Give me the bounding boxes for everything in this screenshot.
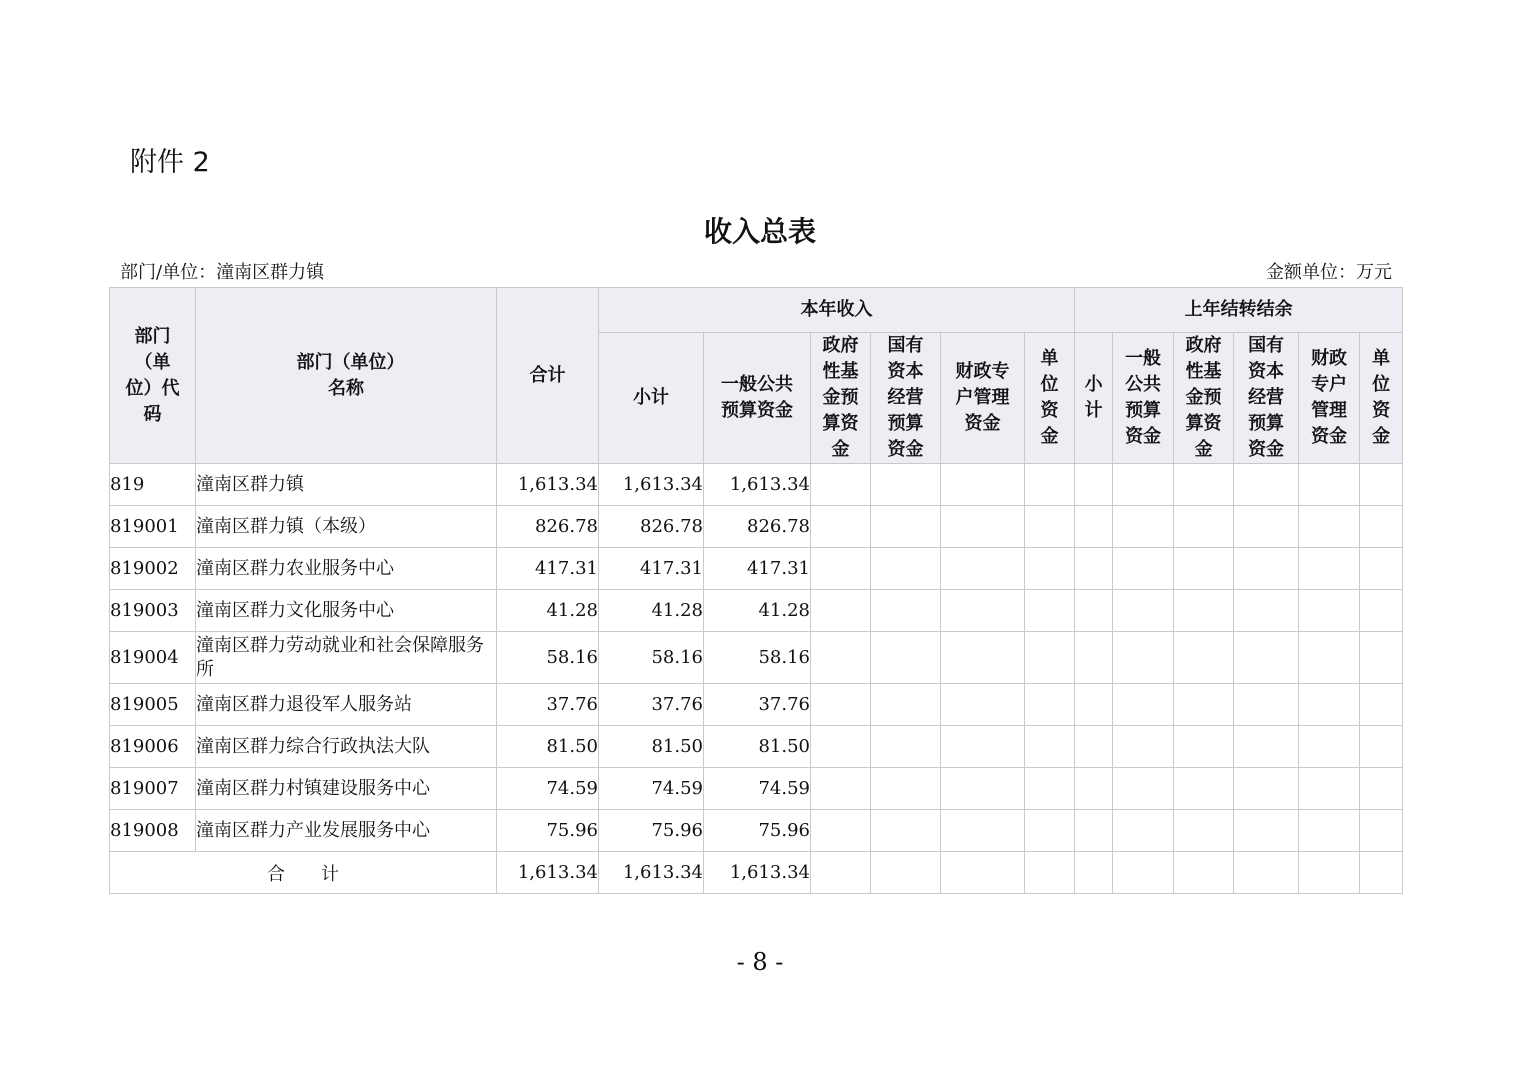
row-general: 826.78: [704, 506, 811, 548]
row-total: 75.96: [497, 810, 599, 852]
row-total: 74.59: [497, 768, 599, 810]
header-dept-name: 部门（单位）名称: [196, 288, 497, 464]
row-code: 819006: [110, 726, 196, 768]
header-cur-unit-fund: 单位资金: [1025, 333, 1075, 464]
row-subtotal: 1,613.34: [599, 464, 704, 506]
total-row-total: 1,613.34: [497, 852, 599, 894]
total-row-general: 1,613.34: [704, 852, 811, 894]
table-row: [110, 632, 1403, 684]
row-subtotal: 826.78: [599, 506, 704, 548]
row-general: 74.59: [704, 768, 811, 810]
table-row: [110, 548, 1403, 590]
row-name: 潼南区群力产业发展服务中心: [196, 810, 497, 852]
header-cur-fiscal-account: 财政专户管理资金: [941, 333, 1025, 464]
row-general: 81.50: [704, 726, 811, 768]
row-name: 潼南区群力文化服务中心: [196, 590, 497, 632]
total-row: [110, 852, 1403, 894]
row-code: 819002: [110, 548, 196, 590]
table-row: [110, 590, 1403, 632]
header-prior-general: 一般公共预算资金: [1113, 333, 1174, 464]
row-total: 41.28: [497, 590, 599, 632]
income-summary-table: [109, 287, 1403, 894]
row-code: 819005: [110, 684, 196, 726]
unit-label: 金额单位：万元: [1266, 262, 1392, 283]
header-cur-subtotal: 小计: [599, 333, 704, 464]
department-label: 部门/单位：潼南区群力镇: [120, 262, 325, 283]
table-row: [110, 810, 1403, 852]
attachment-label: 附件 2: [130, 147, 210, 178]
row-code: 819001: [110, 506, 196, 548]
header-dept-code: 部门（单位）代码: [110, 288, 196, 464]
row-subtotal: 74.59: [599, 768, 704, 810]
row-total: 417.31: [497, 548, 599, 590]
page-number: - 8 -: [736, 948, 784, 976]
row-code: 819004: [110, 632, 196, 684]
row-general: 417.31: [704, 548, 811, 590]
table-row: [110, 726, 1403, 768]
row-general: 1,613.34: [704, 464, 811, 506]
header-total: 合计: [497, 288, 599, 464]
row-subtotal: 75.96: [599, 810, 704, 852]
row-subtotal: 41.28: [599, 590, 704, 632]
row-name: 潼南区群力劳动就业和社会保障服务所: [196, 632, 497, 684]
row-general: 37.76: [704, 684, 811, 726]
total-row-label: 合 计: [110, 852, 497, 894]
row-name: 潼南区群力农业服务中心: [196, 548, 497, 590]
row-subtotal: 81.50: [599, 726, 704, 768]
table-row: [110, 464, 1403, 506]
row-total: 826.78: [497, 506, 599, 548]
row-subtotal: 37.76: [599, 684, 704, 726]
table-row: [110, 684, 1403, 726]
row-name: 潼南区群力综合行政执法大队: [196, 726, 497, 768]
header-prior-fiscal-account: 财政专户管理资金: [1299, 333, 1360, 464]
row-general: 41.28: [704, 590, 811, 632]
row-subtotal: 417.31: [599, 548, 704, 590]
row-general: 58.16: [704, 632, 811, 684]
document-title: 收入总表: [703, 215, 816, 248]
header-cur-state-capital: 国有资本经营预算资金: [871, 333, 941, 464]
row-name: 潼南区群力退役军人服务站: [196, 684, 497, 726]
row-name: 潼南区群力村镇建设服务中心: [196, 768, 497, 810]
header-cur-gov-fund: 政府性基金预算资金: [811, 333, 871, 464]
header-prior-gov-fund: 政府性基金预算资金: [1174, 333, 1234, 464]
table-row: [110, 768, 1403, 810]
row-total: 81.50: [497, 726, 599, 768]
row-total: 58.16: [497, 632, 599, 684]
table-row: [110, 506, 1403, 548]
row-total: 37.76: [497, 684, 599, 726]
total-row-subtotal: 1,613.34: [599, 852, 704, 894]
row-name: 潼南区群力镇（本级）: [196, 506, 497, 548]
row-name: 潼南区群力镇: [196, 464, 497, 506]
row-subtotal: 58.16: [599, 632, 704, 684]
header-prior-unit-fund: 单位资金: [1360, 333, 1403, 464]
row-code: 819007: [110, 768, 196, 810]
header-prior-state-capital: 国有资本经营预算资金: [1234, 333, 1299, 464]
header-prior-subtotal: 小计: [1075, 333, 1113, 464]
row-code: 819003: [110, 590, 196, 632]
header-cur-general: 一般公共预算资金: [704, 333, 811, 464]
header-prior-year: 上年结转结余: [1075, 288, 1403, 333]
header-current-year: 本年收入: [599, 288, 1075, 333]
row-total: 1,613.34: [497, 464, 599, 506]
row-code: 819: [110, 464, 196, 506]
row-general: 75.96: [704, 810, 811, 852]
row-code: 819008: [110, 810, 196, 852]
